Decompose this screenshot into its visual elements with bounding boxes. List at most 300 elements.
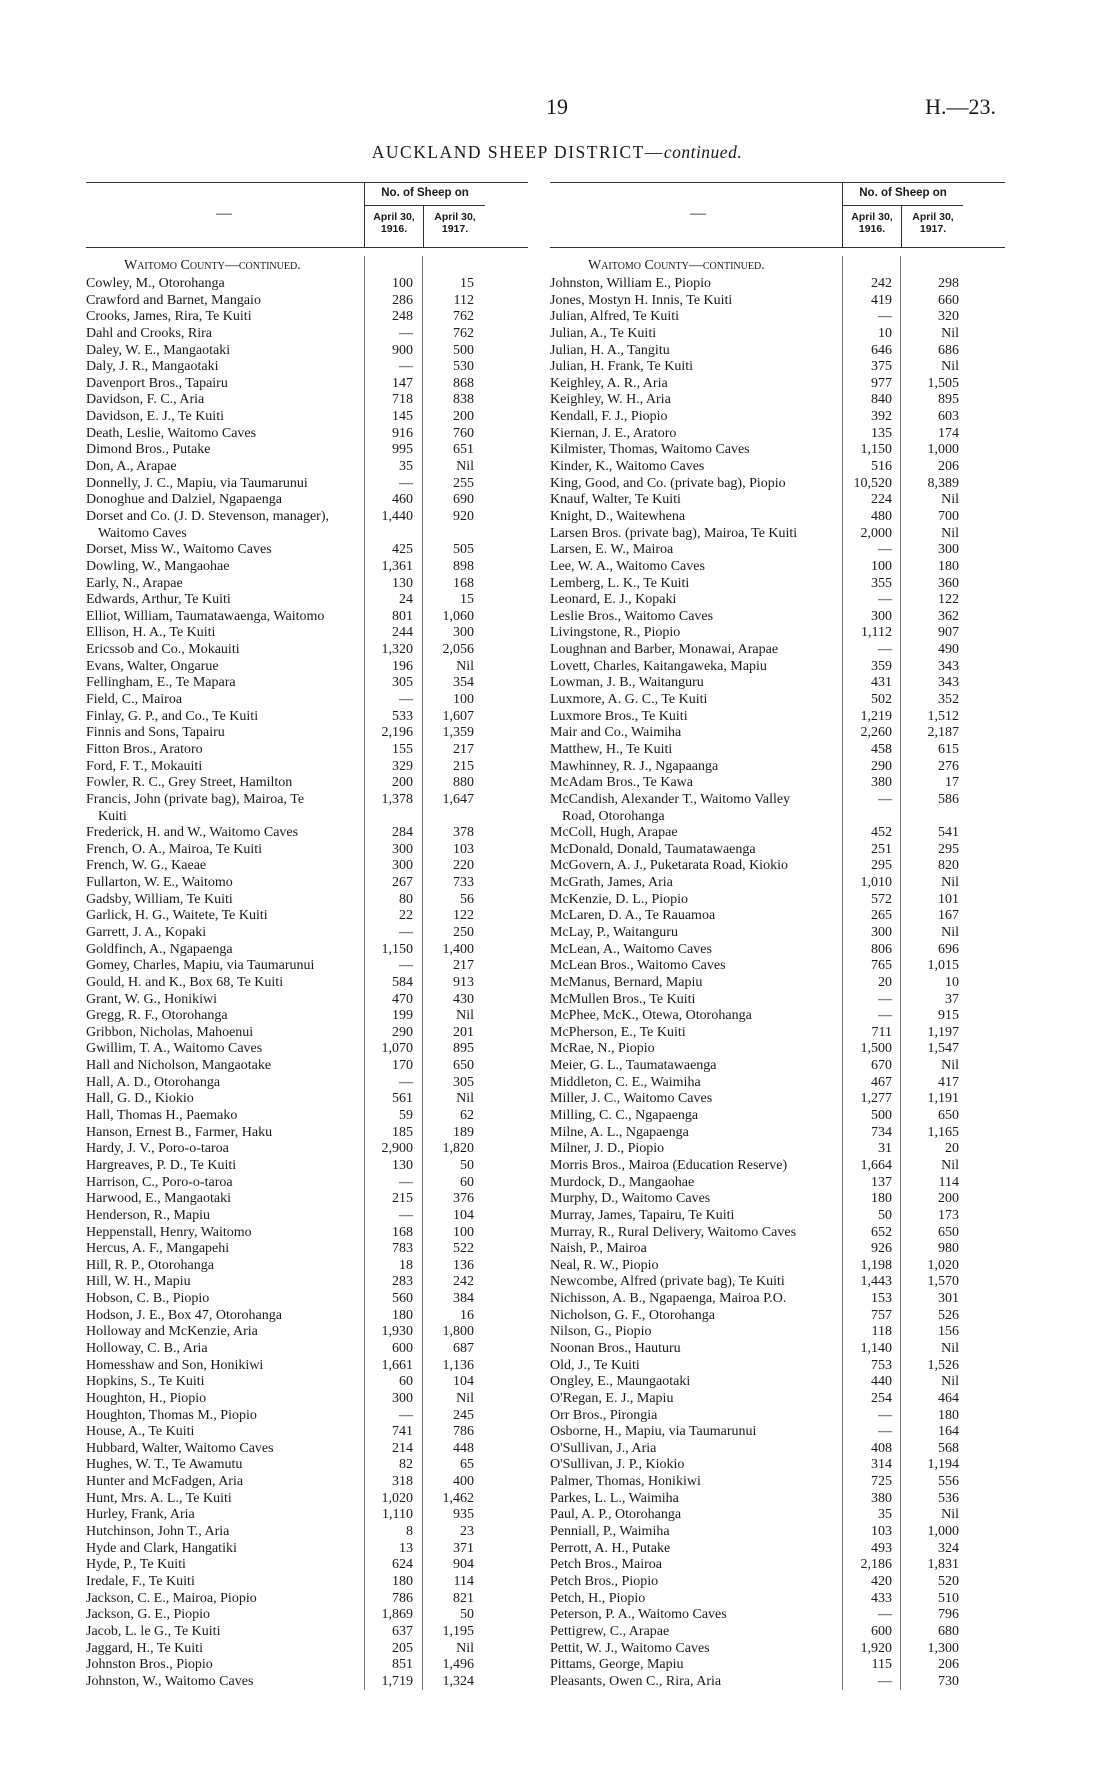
sheep-1916: 244 <box>392 625 413 641</box>
sheep-1917: 730 <box>938 1673 959 1689</box>
sheep-1917: 37 <box>945 991 959 1007</box>
holder-name: McMullen Bros., Te Kuiti <box>550 991 696 1007</box>
sheep-1916: 8 <box>406 1524 413 1540</box>
sheep-1917: 343 <box>938 658 959 674</box>
sheep-1916: 1,010 <box>860 875 892 891</box>
sheep-1917: 245 <box>453 1407 474 1423</box>
sheep-1917: 907 <box>938 625 959 641</box>
sheep-1917: 915 <box>938 1008 959 1024</box>
sheep-1917: 122 <box>453 908 474 924</box>
holder-name: Hutchinson, John T., Aria <box>86 1524 230 1540</box>
sheep-1917: 15 <box>460 276 474 291</box>
sheep-1916: 180 <box>392 1307 413 1323</box>
holder-name: Daly, J. R., Mangaotaki <box>86 359 219 375</box>
table-row <box>86 1075 528 1092</box>
sheep-1917: 1,324 <box>442 1673 474 1689</box>
holder-name: McKenzie, D. L., Piopio <box>550 891 689 907</box>
table-row <box>550 775 1005 792</box>
holder-name: Nilson, G., Piopio <box>550 1324 652 1340</box>
sheep-1917: 173 <box>938 1207 959 1223</box>
table-row <box>550 759 1005 776</box>
table-row <box>550 1591 1005 1608</box>
holder-name: Holloway and McKenzie, Aria <box>86 1324 258 1340</box>
sheep-1917: 60 <box>460 1174 474 1190</box>
col-1917-label <box>903 211 963 235</box>
table-row <box>550 1574 1005 1591</box>
sheep-1917: 651 <box>453 442 474 458</box>
sheep-1917: 786 <box>453 1424 474 1440</box>
table-row <box>86 1541 528 1558</box>
sheep-1917: 122 <box>938 592 959 608</box>
table-row <box>550 343 1005 360</box>
sheep-1917: 17 <box>945 775 959 791</box>
sheep-1917: 400 <box>453 1474 474 1490</box>
sheep-1917: 687 <box>453 1341 474 1356</box>
page-number: 19 <box>546 94 568 119</box>
sheep-1916: 286 <box>392 292 413 308</box>
sheep-1917: 1,570 <box>927 1274 959 1290</box>
sheep-1916: 300 <box>392 841 413 857</box>
table-row <box>86 1641 528 1658</box>
sheep-1916: 1,378 <box>381 791 413 807</box>
table-row <box>550 725 1005 742</box>
table-row <box>86 825 528 842</box>
no-of-sheep-label: No. of Sheep on <box>381 187 469 199</box>
holder-name: McGrath, James, Aria <box>550 875 673 891</box>
header-rule <box>843 205 963 206</box>
table-row <box>86 642 528 659</box>
sheep-1917: 1,496 <box>442 1657 474 1673</box>
holder-name: Edwards, Arthur, Te Kuiti <box>86 592 231 608</box>
table-row <box>550 1225 1005 1242</box>
holder-name: Lee, W. A., Waitomo Caves <box>550 558 705 574</box>
holder-name: Larsen Bros. (private bag), Mairoa, Te Kuiti <box>550 525 798 541</box>
sheep-1917: 660 <box>938 292 959 308</box>
sheep-1917: 1,800 <box>442 1324 474 1340</box>
sheep-1917: 180 <box>938 1407 959 1423</box>
sheep-1917: 520 <box>938 1573 959 1589</box>
sheep-1917: 136 <box>453 1257 474 1273</box>
holder-name: Leslie Bros., Waitomo Caves <box>550 608 714 624</box>
holder-name: McLean Bros., Waitomo Caves <box>550 958 726 974</box>
table-row <box>86 1491 528 1508</box>
sheep-1916: 199 <box>392 1008 413 1024</box>
sheep-1916: 359 <box>871 658 892 674</box>
table-row <box>86 908 528 925</box>
holder-name: Elliot, William, Taumatawaenga, Waitomo <box>86 608 325 624</box>
table-row <box>86 376 528 393</box>
table-row <box>86 542 528 559</box>
sheep-1916: 50 <box>878 1207 892 1223</box>
table-row <box>550 892 1005 909</box>
sheep-1917: 448 <box>453 1440 474 1456</box>
sheep-1916: 118 <box>871 1324 892 1340</box>
sheep-1917: 65 <box>460 1457 474 1473</box>
sheep-1916: 265 <box>871 908 892 924</box>
sheep-1917: 1,015 <box>927 958 959 974</box>
sheep-1917: 838 <box>453 392 474 408</box>
sheep-1917: 1,647 <box>442 791 474 807</box>
sheep-1916: 82 <box>399 1457 413 1473</box>
sheep-1917: 295 <box>938 841 959 857</box>
holder-name: Homesshaw and Son, Honikiwi <box>86 1357 264 1373</box>
sheep-1916: 31 <box>878 1141 892 1157</box>
holder-name: Petch Bros., Piopio <box>550 1573 659 1589</box>
sheep-1916: 147 <box>392 375 413 391</box>
table-row <box>550 1341 1005 1358</box>
sheep-1916: 420 <box>871 1573 892 1589</box>
sheep-1917: 301 <box>938 1291 959 1307</box>
holder-name: Lowman, J. B., Waitanguru <box>550 675 704 691</box>
holder-name: Dahl and Crooks, Rira <box>86 325 212 341</box>
holder-name: Gregg, R. F., Otorohanga <box>86 1008 228 1024</box>
holder-name: Hargreaves, P. D., Te Kuiti <box>86 1157 237 1173</box>
holder-name: Keighley, W. H., Aria <box>550 392 671 408</box>
table-row <box>86 1341 528 1358</box>
sheep-1917: 16 <box>460 1307 474 1323</box>
sheep-1916: 1,500 <box>860 1041 892 1057</box>
holder-name: Donoghue and Dalziel, Ngapaenga <box>86 492 282 508</box>
table-row <box>86 659 528 676</box>
sheep-1916: 224 <box>871 492 892 508</box>
holder-name: Middleton, C. E., Waimiha <box>550 1074 701 1090</box>
table-row <box>86 1308 528 1325</box>
table-row <box>550 1424 1005 1441</box>
holder-name: Petch, H., Piopio <box>550 1590 646 1606</box>
holder-name: Fitton Bros., Aratoro <box>86 741 203 757</box>
holder-name: Kilmister, Thomas, Waitomo Caves <box>550 442 750 458</box>
table-row <box>86 1657 528 1674</box>
col-1917-line2: 1917. <box>919 223 947 235</box>
sheep-1916: 467 <box>871 1074 892 1090</box>
sheep-1917: 156 <box>938 1324 959 1340</box>
sheep-1916: 572 <box>871 891 892 907</box>
sheep-1916: — <box>878 592 892 608</box>
sheep-1917: 690 <box>453 492 474 508</box>
sheep-count-header <box>364 183 485 247</box>
holder-name: Donnelly, J. C., Mapiu, via Taumarunui <box>86 475 308 491</box>
holder-name: McAdam Bros., Te Kawa <box>550 775 694 791</box>
table-row <box>86 925 528 942</box>
holder-name: Grant, W. G., Honikiwi <box>86 991 218 1007</box>
table-row <box>86 1607 528 1624</box>
holder-name: Iredale, F., Te Kuiti <box>86 1573 195 1589</box>
sheep-1916: 214 <box>392 1440 413 1456</box>
sheep-1916: 502 <box>871 692 892 708</box>
table-row <box>86 276 528 293</box>
sheep-1917: 1,191 <box>927 1091 959 1107</box>
table-row <box>550 559 1005 576</box>
sheep-1917: 10 <box>945 974 959 990</box>
sheep-1917: 103 <box>453 841 474 857</box>
holder-name: Gribbon, Nicholas, Mahoenui <box>86 1024 254 1040</box>
col-1916-line1: April 30, <box>373 211 415 223</box>
holder-name: Jackson, G. E., Piopio <box>86 1607 211 1623</box>
table-row <box>550 1624 1005 1641</box>
holder-name: Penniall, P., Waimiha <box>550 1524 670 1540</box>
table-row <box>86 1591 528 1608</box>
sheep-1917: 541 <box>938 825 959 841</box>
sheep-1916: 600 <box>392 1341 413 1356</box>
sheep-1916: 248 <box>392 309 413 325</box>
holder-name: Daley, W. E., Mangaotaki <box>86 342 231 358</box>
title-main: AUCKLAND SHEEP DISTRICT— <box>371 142 664 162</box>
table-row <box>550 1408 1005 1425</box>
sheep-1917: 1,400 <box>442 941 474 957</box>
sheep-1916: 254 <box>871 1390 892 1406</box>
sheep-1917: Nil <box>456 1091 474 1107</box>
table-row <box>550 825 1005 842</box>
col-1916-label <box>843 211 901 235</box>
table-row <box>86 842 528 859</box>
holder-name: Hyde and Clark, Hangatiki <box>86 1540 237 1556</box>
left-table-body <box>86 256 528 1690</box>
sheep-1916: 380 <box>871 775 892 791</box>
sheep-1916: 1,070 <box>381 1041 413 1057</box>
sheep-1917: Nil <box>456 1640 474 1656</box>
sheep-1917: 371 <box>453 1540 474 1556</box>
table-row <box>86 343 528 360</box>
sheep-1917: 1,526 <box>927 1357 959 1373</box>
table-row <box>86 1208 528 1225</box>
sheep-1917: 114 <box>938 1174 959 1190</box>
table-row <box>550 609 1005 626</box>
sheep-1916: 130 <box>392 1157 413 1173</box>
holder-name: Hodson, J. E., Box 47, Otorohanga <box>86 1307 282 1323</box>
table-row <box>550 1141 1005 1158</box>
sheep-1916: 1,930 <box>381 1324 413 1340</box>
sheep-1917: 733 <box>453 875 474 891</box>
holder-name: Luxmore, A. G. C., Te Kuiti <box>550 692 708 708</box>
table-row <box>550 459 1005 476</box>
holder-name: Hall, Thomas H., Paemako <box>86 1108 238 1124</box>
table-row <box>86 725 528 742</box>
holder-name: Crawford and Barnet, Mangaio <box>86 292 261 308</box>
sheep-1916: 851 <box>392 1657 413 1673</box>
sheep-1916: 1,219 <box>860 708 892 724</box>
sheep-1916: 480 <box>871 508 892 524</box>
table-row <box>550 642 1005 659</box>
holder-name: Frederick, H. and W., Waitomo Caves <box>86 825 299 841</box>
table-row <box>86 942 528 959</box>
col-1917-line2: 1917. <box>441 223 469 235</box>
table-row <box>86 675 528 692</box>
sheep-1916: 103 <box>871 1524 892 1540</box>
col-1916-line1: April 30, <box>851 211 893 223</box>
sheep-1916: 718 <box>392 392 413 408</box>
table-row <box>550 476 1005 493</box>
table-row <box>550 1175 1005 1192</box>
sheep-1916: 180 <box>392 1573 413 1589</box>
sheep-1916: 916 <box>392 425 413 441</box>
table-row <box>550 942 1005 959</box>
sheep-1917: 490 <box>938 642 959 658</box>
holder-name: Peterson, P. A., Waitomo Caves <box>550 1607 727 1623</box>
sheep-1917: 895 <box>453 1041 474 1057</box>
sheep-1916: 500 <box>871 1108 892 1124</box>
sheep-1917: Nil <box>456 459 474 475</box>
sheep-1917: 352 <box>938 692 959 708</box>
holder-name: Fowler, R. C., Grey Street, Hamilton <box>86 775 293 791</box>
sheep-1916: 460 <box>392 492 413 508</box>
table-row <box>86 1574 528 1591</box>
table-row <box>86 875 528 892</box>
sheep-1917: 20 <box>945 1141 959 1157</box>
holder-name: Murdock, D., Mangaohae <box>550 1174 695 1190</box>
holder-name: Milling, C. C., Ngapaenga <box>550 1108 699 1124</box>
sheep-1917: 1,020 <box>927 1257 959 1273</box>
holder-name: McLay, P., Waitanguru <box>550 924 678 940</box>
holder-name: Naish, P., Mairoa <box>550 1241 647 1257</box>
sheep-1916: 35 <box>878 1507 892 1523</box>
holder-name: Julian, H. A., Tangitu <box>550 342 670 358</box>
sheep-1917: 378 <box>453 825 474 841</box>
holder-name: Harwood, E., Mangaotaki <box>86 1191 232 1207</box>
sheep-1917: 700 <box>938 508 959 524</box>
table-row <box>550 1058 1005 1075</box>
sheep-1917: 880 <box>453 775 474 791</box>
holder-name: Waitomo Caves <box>98 525 187 541</box>
table-row <box>550 709 1005 726</box>
sheep-1916: 290 <box>871 758 892 774</box>
sheep-1917: 1,505 <box>927 375 959 391</box>
sheep-1917: 2,056 <box>442 642 474 658</box>
holder-name: Ford, F. T., Mokauiti <box>86 758 203 774</box>
sheep-1917: 300 <box>938 542 959 558</box>
holder-name: Hyde, P., Te Kuiti <box>86 1557 186 1573</box>
table-row <box>550 1374 1005 1391</box>
sheep-1917: 354 <box>453 675 474 691</box>
table-row <box>550 1607 1005 1624</box>
holder-name: Dimond Bros., Putake <box>86 442 211 458</box>
sheep-1916: 786 <box>392 1590 413 1606</box>
table-row <box>86 1025 528 1042</box>
sheep-1916: 458 <box>871 741 892 757</box>
sheep-1917: 305 <box>453 1074 474 1090</box>
table-row <box>550 809 1005 826</box>
sheep-1916: 24 <box>399 592 413 608</box>
sheep-1916: 995 <box>392 442 413 458</box>
holder-name: Old, J., Te Kuiti <box>550 1357 640 1373</box>
sheep-1916: 1,150 <box>860 442 892 458</box>
table-row <box>86 858 528 875</box>
holder-name: Garrett, J. A., Kopaki <box>86 924 207 940</box>
sheep-1917: Nil <box>941 492 959 508</box>
sheep-1916: 419 <box>871 292 892 308</box>
holder-name: Pleasants, Owen C., Rira, Aria <box>550 1673 722 1689</box>
sheep-1917: 530 <box>453 359 474 375</box>
sheep-1916: — <box>878 1407 892 1423</box>
holder-name: O'Regan, E. J., Mapiu <box>550 1390 674 1406</box>
sheep-1917: 762 <box>453 309 474 325</box>
table-row <box>550 1125 1005 1142</box>
table-row <box>86 625 528 642</box>
sheep-1916: 652 <box>871 1224 892 1240</box>
holder-name: Murray, R., Rural Delivery, Waitomo Caves <box>550 1224 797 1240</box>
holder-name: Orr Bros., Pirongia <box>550 1407 658 1423</box>
sheep-1916: — <box>878 791 892 807</box>
sheep-1917: 217 <box>453 741 474 757</box>
sheep-1916: 533 <box>392 708 413 724</box>
sheep-1916: 425 <box>392 542 413 558</box>
holder-name: Holloway, C. B., Aria <box>86 1341 208 1356</box>
holder-name: Mawhinney, R. J., Ngapaanga <box>550 758 719 774</box>
right-table <box>550 182 1005 1690</box>
sheep-1916: 196 <box>392 658 413 674</box>
sheep-1917: 430 <box>453 991 474 1007</box>
table-row <box>86 1374 528 1391</box>
sheep-1917: 200 <box>453 409 474 425</box>
sheep-1916: 300 <box>871 608 892 624</box>
sheep-1916: — <box>878 642 892 658</box>
sheep-1916: — <box>878 1008 892 1024</box>
holder-name: McPherson, E., Te Kuiti <box>550 1024 686 1040</box>
sheep-1917: 904 <box>453 1557 474 1573</box>
sheep-1917: Nil <box>456 1390 474 1406</box>
holder-name: Luxmore Bros., Te Kuiti <box>550 708 688 724</box>
sheep-1917: 112 <box>453 292 474 308</box>
sheep-1917: 868 <box>453 375 474 391</box>
sheep-1916: 1,198 <box>860 1257 892 1273</box>
holder-name: Palmer, Thomas, Honikiwi <box>550 1474 701 1490</box>
table-row <box>86 409 528 426</box>
sheep-1917: 15 <box>460 592 474 608</box>
sheep-1916: 753 <box>871 1357 892 1373</box>
sheep-1916: 2,186 <box>860 1557 892 1573</box>
table-row <box>86 1125 528 1142</box>
table-row <box>550 376 1005 393</box>
sheep-1917: 56 <box>460 891 474 907</box>
sheep-1917: 1,136 <box>442 1357 474 1373</box>
sheep-1917: 820 <box>938 858 959 874</box>
table-row <box>86 1441 528 1458</box>
table-row <box>550 426 1005 443</box>
holder-name: Julian, Alfred, Te Kuiti <box>550 309 680 325</box>
holder-name: House, A., Te Kuiti <box>86 1424 195 1440</box>
holder-name: Kuiti <box>98 808 127 824</box>
table-row <box>550 742 1005 759</box>
table-row <box>550 542 1005 559</box>
table-row <box>86 1258 528 1275</box>
table-row <box>86 1058 528 1075</box>
sheep-1917: 680 <box>938 1623 959 1639</box>
sheep-1917: Nil <box>941 1374 959 1390</box>
sheep-1916: 765 <box>871 958 892 974</box>
right-rows <box>550 276 1005 1690</box>
holder-name: Hardy, J. V., Poro-o-taroa <box>86 1141 229 1157</box>
sheep-1916: — <box>399 692 413 708</box>
sheep-1917: 8,389 <box>927 475 959 491</box>
sheep-1916: — <box>399 475 413 491</box>
sheep-1917: 1,000 <box>927 442 959 458</box>
table-row <box>550 1258 1005 1275</box>
sheep-1917: 510 <box>938 1590 959 1606</box>
sheep-1916: 1,920 <box>860 1640 892 1656</box>
sheep-1917: 242 <box>453 1274 474 1290</box>
table-row <box>86 1674 528 1691</box>
holder-name: Perrott, A. H., Putake <box>550 1540 671 1556</box>
sheep-1916: 1,440 <box>381 508 413 524</box>
table-row <box>550 1108 1005 1125</box>
table-row <box>86 1241 528 1258</box>
table-row <box>86 742 528 759</box>
holder-name: Murray, James, Tapairu, Te Kuiti <box>550 1207 735 1223</box>
sheep-1916: 977 <box>871 375 892 391</box>
sheep-1916: — <box>399 325 413 341</box>
holder-name: McRae, N., Piopio <box>550 1041 655 1057</box>
sheep-1916: 408 <box>871 1440 892 1456</box>
table-row <box>86 576 528 593</box>
